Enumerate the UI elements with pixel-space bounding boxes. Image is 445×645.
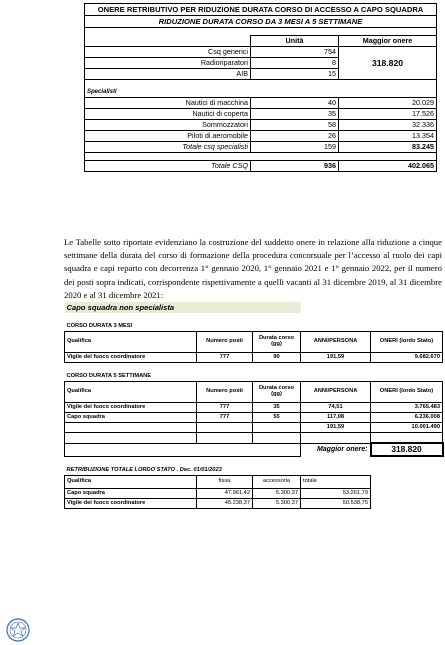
total-oneri: 10.001.490 [371, 423, 443, 433]
cell-durata: 35 [253, 403, 301, 413]
maggior-onere-value: 318.820 [371, 443, 443, 456]
row-units: 754 [251, 47, 339, 58]
header-qualifica: Qualifica [65, 332, 197, 353]
general-total-cost: 318.820 [339, 47, 437, 80]
section3-title: RETRIBUZIONE TOTALE LORDO STATO . Dec. 01/01/2023 [65, 466, 301, 476]
cell-totale: 50.538,75 [301, 499, 371, 509]
specialists-label: Specialisti [85, 87, 251, 98]
row-label: Radioriparatori [85, 58, 251, 69]
cell-anni: 117,08 [301, 413, 371, 423]
row-units: 15 [251, 69, 339, 80]
header-accessoria: accessoria [253, 476, 301, 489]
col-cost-header: Maggior onere [339, 36, 437, 47]
row-units: 35 [251, 109, 339, 120]
row-cost: 13.354 [339, 131, 437, 142]
header-anni-persona: ANNI/PERSONA [301, 382, 371, 403]
specialist-total-cost: 83.245 [339, 142, 437, 153]
cell-totale: 53.261,79 [301, 489, 371, 499]
row-units: 8 [251, 58, 339, 69]
cell-durata: 55 [253, 413, 301, 423]
cell-accessoria: 5.300,37 [253, 489, 301, 499]
header-oneri: ONERI (lordo Stato) [371, 332, 443, 353]
header-numero-posti: Numero posti [197, 332, 253, 353]
total-anni: 191,59 [301, 423, 371, 433]
grand-total-units: 936 [251, 161, 339, 172]
cell-fissa: 45.238,37 [197, 499, 253, 509]
section1-title: CORSO DURATA 3 MESI [65, 322, 253, 332]
body-paragraph: Le Tabelle sotto riportate evidenziano la costruzione del suddetto onere in relazione alla riduzione a cinque settimane della durata del corso di formazione della procedura concorsuale per l’accesso al ruolo dei capi squadra e capi reparto con decorrenza 1° gennaio 2020, 1° gennaio 2021 e 1° gennaio 2022, per il numero dei posti sopra indicati, corrispondente rispettivamente a quelli vacanti al 31 dicembre 2019, al 31 dicembre 2020 e al 31 dicembre 2021: [64, 237, 442, 300]
col-units-header: Unità [251, 36, 339, 47]
row-units: 40 [251, 98, 339, 109]
specialist-total-units: 159 [251, 142, 339, 153]
header-qualifica: Qualifica [65, 476, 197, 489]
cell-oneri: 6.236.008 [371, 413, 443, 423]
cell-oneri: 9.682.670 [371, 353, 443, 363]
header-durata-corso: Durata corso (gg) [253, 332, 301, 353]
onere-summary-table [84, 3, 437, 172]
cell-numero-posti: 777 [197, 353, 253, 363]
row-units: 58 [251, 120, 339, 131]
row-label: AIB [85, 69, 251, 80]
detail-cost-table [64, 302, 444, 509]
table1-subtitle: RIDUZIONE DURATA CORSO DA 3 MESI A 5 SETTIMANE [85, 16, 437, 28]
cell-qualifica: Capo squadra [65, 413, 197, 423]
header-numero-posti: Numero posti [197, 382, 253, 403]
cell-fissa: 47.961,42 [197, 489, 253, 499]
seal-logo-icon [6, 618, 30, 642]
cell-anni: 191,59 [301, 353, 371, 363]
row-label: Sommozzatori [85, 120, 251, 131]
cell-qualifica: Vigile del fuoco coordinatore [65, 403, 197, 413]
row-cost: 32.336 [339, 120, 437, 131]
cell-accessoria: 5.300,37 [253, 499, 301, 509]
cell-numero-posti: 777 [197, 413, 253, 423]
header-fissa: fissa [197, 476, 253, 489]
row-cost: 17.526 [339, 109, 437, 120]
header-qualifica: Qualifica [65, 382, 197, 403]
section2-title: CORSO DURATA 5 SETTIMANE [65, 372, 253, 382]
table1-title: ONERE RETRIBUTIVO PER RIDUZIONE DURATA CORSO DI ACCESSO A CAPO SQUADRA [85, 4, 437, 16]
header-totale: totale [301, 476, 371, 489]
row-label: Piloti di aeromobile [85, 131, 251, 142]
capo-squadra-heading: Capo squadra non specialista [65, 302, 301, 313]
cell-qualifica: Vigile del fuoco coordinatore [65, 353, 197, 363]
grand-total-label: Totale CSQ [85, 161, 251, 172]
row-units: 26 [251, 131, 339, 142]
grand-total-cost: 402.065 [339, 161, 437, 172]
maggior-onere-label: Maggior onere: [316, 446, 368, 454]
header-oneri: ONERI (lordo Stato) [371, 382, 443, 403]
cell-qualifica: Capo squadra [65, 489, 197, 499]
cell-numero-posti: 777 [197, 403, 253, 413]
cell-anni: 74,51 [301, 403, 371, 413]
row-label: Nautici di macchina [85, 98, 251, 109]
cell-oneri: 3.765.483 [371, 403, 443, 413]
row-label: Csq generici [85, 47, 251, 58]
cell-durata: 90 [253, 353, 301, 363]
header-durata-corso: Durata corso (gg) [253, 382, 301, 403]
header-anni-persona: ANNI/PERSONA [301, 332, 371, 353]
row-cost: 20.029 [339, 98, 437, 109]
specialist-total-label: Totale csq specialisti [85, 142, 251, 153]
row-label: Nautici di coperta [85, 109, 251, 120]
cell-qualifica: Vigile del fuoco coordinatore [65, 499, 197, 509]
